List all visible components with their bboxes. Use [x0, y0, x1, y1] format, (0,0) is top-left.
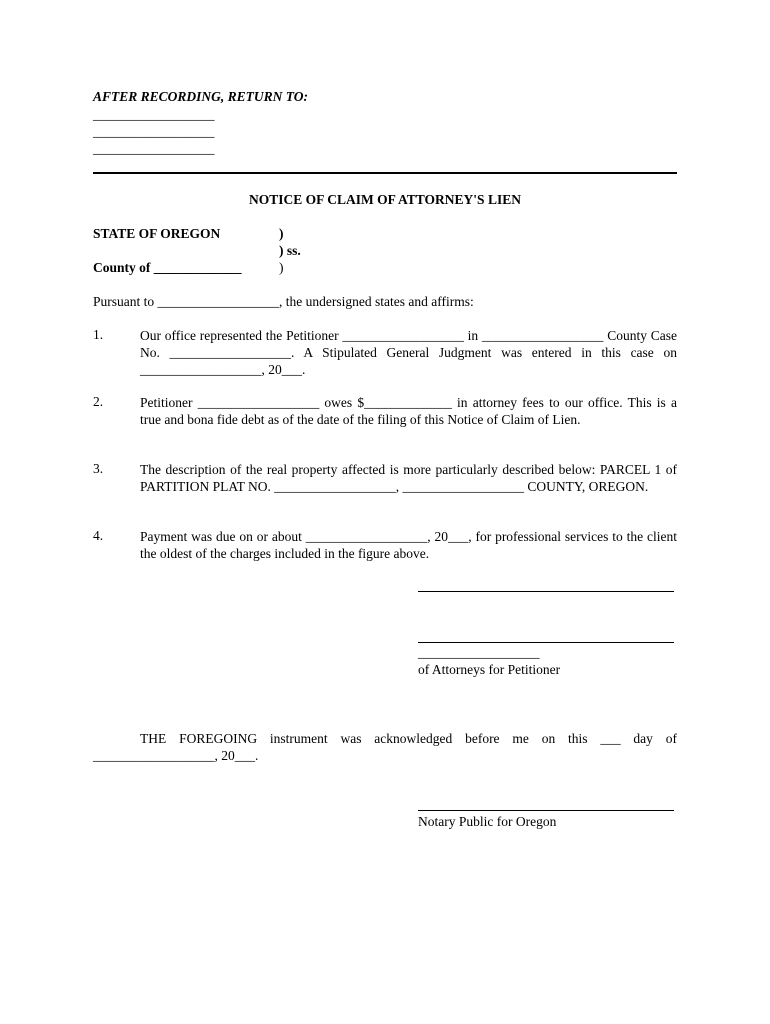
header-divider	[93, 172, 677, 174]
venue-state: STATE OF OREGON	[93, 226, 221, 241]
item-text: The description of the real property affected is more particularly described below: PARCEL 1 of PARTITION PLAT NO. __________________, __________________ COUNTY, OREGON.	[140, 462, 677, 494]
intro-statement: Pursuant to __________________, the undersigned states and affirms:	[93, 294, 474, 309]
notary-label: Notary Public for Oregon	[418, 814, 557, 829]
venue-paren-1: )	[279, 226, 284, 241]
signature-line	[418, 591, 674, 592]
venue-county: County of _____________	[93, 260, 242, 275]
printed-name-line	[418, 642, 674, 643]
item-number: 3.	[93, 461, 104, 476]
notary-signature-line	[418, 810, 674, 811]
item-text: Petitioner __________________ owes $_____________ in attorney fees to our office. This is a true and bona fide debt as of the date of the filing of this Notice of Claim of Lien.	[140, 395, 677, 427]
item-number: 2.	[93, 394, 104, 409]
return-address-line-1: __________________	[93, 107, 215, 122]
venue-ss: ) ss.	[279, 243, 301, 258]
item-text: Our office represented the Petitioner __________________ in __________________ County Case No. __________________. A Stipulated General Judgment was entered in this case on __________________, 20___.	[140, 328, 677, 377]
item-number: 4.	[93, 528, 104, 543]
return-address-line-3: __________________	[93, 141, 215, 156]
osb-number-blank: __________________	[418, 645, 540, 660]
document-title: NOTICE OF CLAIM OF ATTORNEY'S LIEN	[249, 192, 521, 207]
acknowledgment-text: THE FOREGOING instrument was acknowledged before me on this ___ day of __________________, 20___.	[93, 731, 677, 763]
return-address-line-2: __________________	[93, 124, 215, 139]
attorneys-label: of Attorneys for Petitioner	[418, 662, 561, 677]
return-to-heading: AFTER RECORDING, RETURN TO:	[93, 89, 309, 104]
item-number: 1.	[93, 327, 104, 342]
item-text: Payment was due on or about __________________, 20___, for professional services to the client the oldest of the charges included in the figure above.	[140, 529, 677, 561]
venue-paren-3: )	[279, 260, 284, 275]
